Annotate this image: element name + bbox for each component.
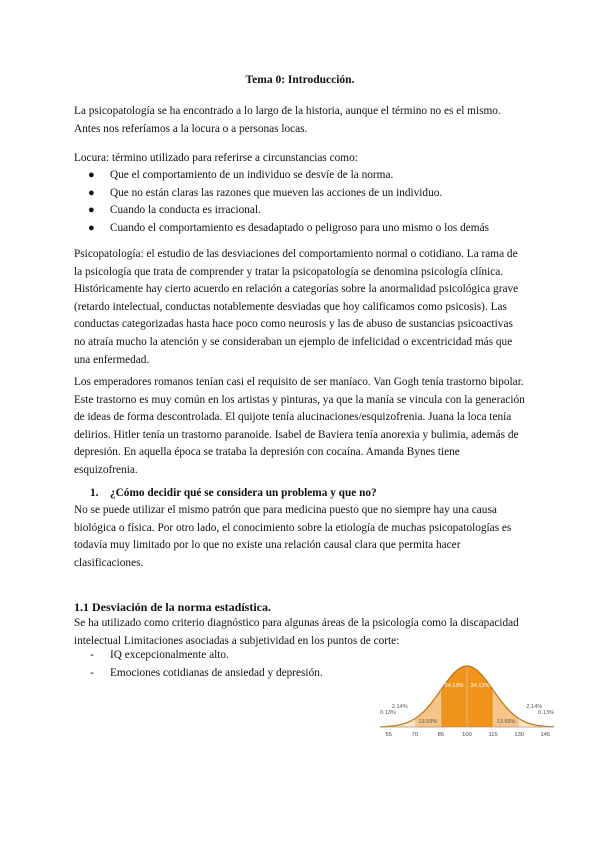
bullet-icon: ●	[88, 204, 95, 217]
region-2	[441, 666, 467, 727]
section-1-paragraph: No se puede utilizar el mismo patrón que para medicina puesto que no siempre hay una causa biológica o física. Por otro lado, el conocimiento sobre la etiología de muchas psicopatologías es todavía muy limitado por lo que no existe una relación causal clara que permita hacer clasificaciones.	[74, 504, 512, 569]
list-item: ● Cuando la conducta es irracional.	[88, 202, 528, 220]
x-tick-label: 130	[514, 732, 525, 738]
percent-label: 34.13%	[444, 683, 464, 689]
percent-label: 2.14%	[526, 704, 543, 710]
percent-label: 34.13%	[470, 683, 490, 689]
percent-label: 13.59%	[418, 719, 438, 725]
intro-paragraph: La psicopatología se ha encontrado a lo largo de la historia, aunque el término no es el mismo. Antes nos referíamos a la locura o a personas locas.	[74, 105, 501, 135]
bullet-icon: ●	[88, 169, 95, 181]
percent-label: 13.59%	[496, 719, 516, 725]
list-item: ● Que el comportamiento de un individuo se desvíe de la norma.	[88, 167, 528, 185]
tail-label-right: 0.13%	[538, 710, 554, 716]
bullet-icon: ●	[88, 221, 95, 234]
psicopatologia-paragraph: Psicopatología: el estudio de las desviaciones del comportamiento normal o cotidiano. La rama de la psicología que trata de comprender y tratar la psicopatología se denomina psicología clínica. Históricamente hay cierto acuerdo en relación a categorías sobre la anormalidad psicológica grave (retardo intelectual, conductas notablemente desviadas que hoy calificamos como psicosis). Las conductas categorizadas hasta hace poco como neurosis y las de abuso de sustancias psicoactivas no atraía mucho la atención y se consideraban un ejemplo de infelicidad o excentricidad más que una enfermedad.	[74, 248, 519, 366]
x-tick-label: 70	[411, 732, 419, 738]
region-3	[467, 666, 493, 727]
bullet-icon: ●	[88, 186, 95, 199]
locura-bullet-list	[88, 167, 528, 237]
x-tick-label: 55	[385, 732, 392, 738]
emperadores-paragraph: Los emperadores romanos tenían casi el requisito de ser maníaco. Van Gogh tenía trastorno bipolar. Este trastorno es muy común en los artistas y pinturas, ya que la manía se vincula con la generación de ideas de forma descontrolada. El quijote tenía alucinaciones/esquizofrenia. Juana la loca tenía delirios. Hitler tenía un trastorno paranoide. Isabel de Baviera tenía anorexia y bulimia, además de depresión. En aquella época se trataba la depresión con cocaína. Amanda Bynes tiene esquizofrenia.	[74, 376, 525, 476]
x-tick-label: 100	[462, 732, 472, 738]
percent-label: 2.14%	[391, 704, 408, 710]
x-tick-label: 115	[488, 732, 498, 738]
page-title: Tema 0: Introducción.	[245, 74, 355, 86]
section-1-1-heading: 1.1 Desviación de la norma estadística.	[74, 600, 271, 614]
x-tick-label: 85	[437, 732, 445, 738]
x-tick-label: 145	[540, 732, 551, 738]
list-item: ● Que no están claras las razones que mueven las acciones de un individuo.	[88, 185, 528, 203]
list-item: - Emociones cotidianas de ansiedad y depresión.	[90, 667, 323, 679]
list-item: ● Cuando el comportamiento es desadaptado o peligroso para uno mismo o los demás	[88, 220, 528, 238]
tail-label-left: 0.13%	[380, 710, 396, 716]
locura-lead: Locura: término utilizado para referirse a circunstancias como:	[74, 152, 358, 164]
section-1-heading: 1. ¿Cómo decidir qué se considera un problema y que no?	[90, 487, 377, 499]
list-item: - IQ excepcionalmente alto.	[90, 649, 229, 661]
iq-normal-distribution-chart	[372, 662, 562, 740]
section-1-1-paragraph: Se ha utilizado como criterio diagnóstico para algunas áreas de la psicología como la discapacidad intelectual Limitaciones asociadas a subjetividad en los puntos de corte:	[74, 617, 519, 647]
